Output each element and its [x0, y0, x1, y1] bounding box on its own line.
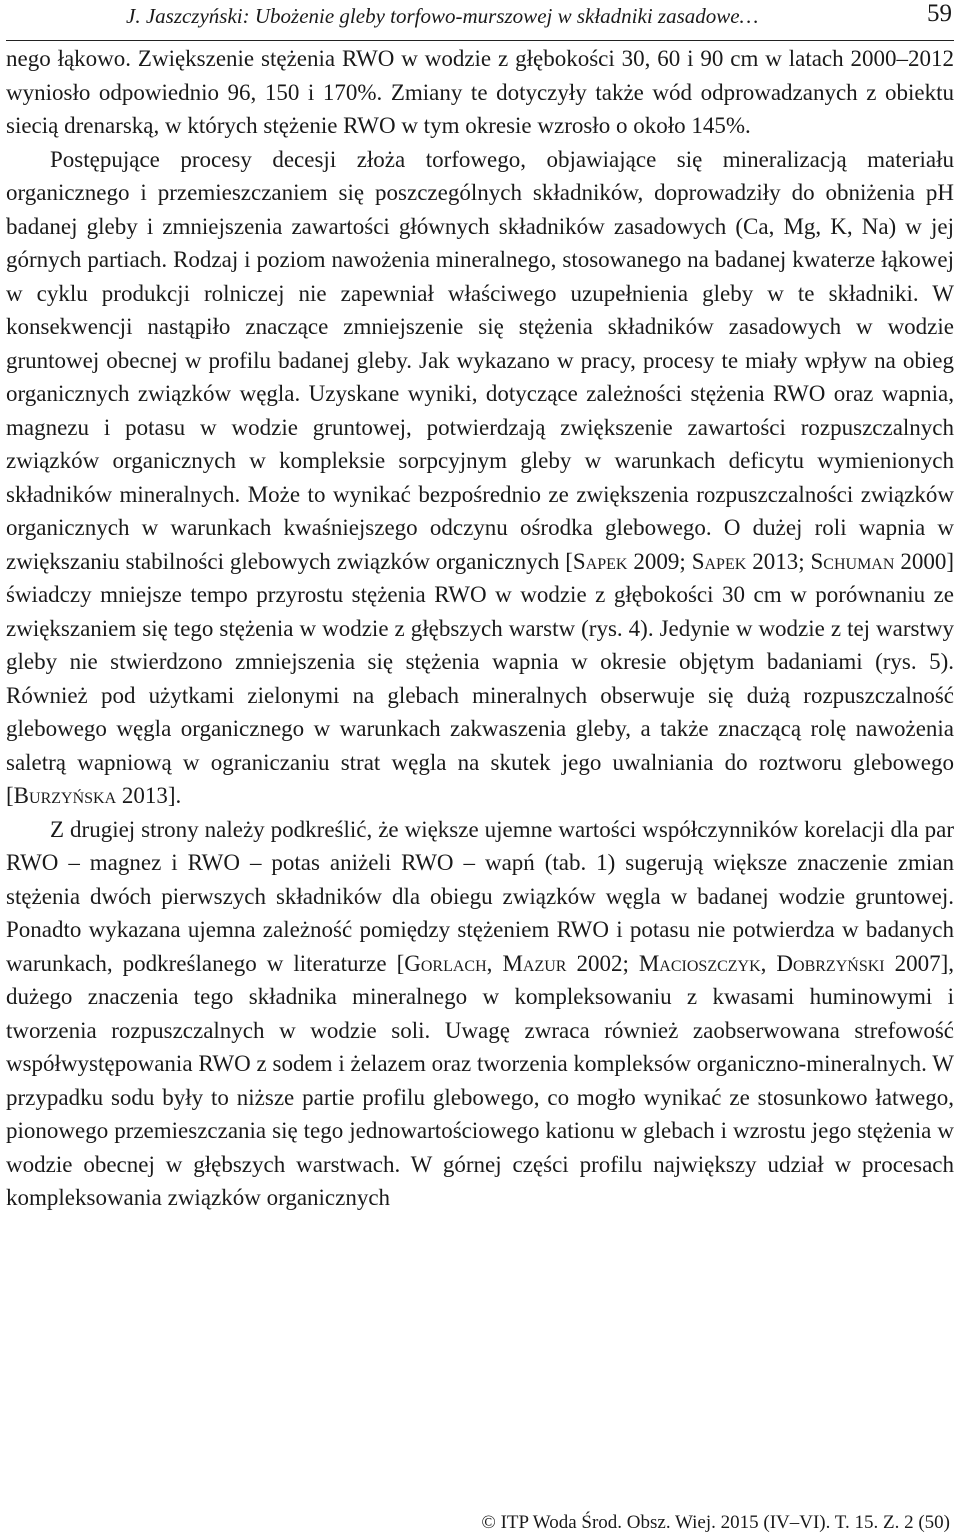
- page-number: 59: [927, 0, 952, 27]
- citation-author: Dobrzyński: [776, 950, 885, 976]
- paragraph-text: Postępujące procesy decesji złoża torfowego, objawiające się mineralizacją materiału organicznego i przemieszczaniem się poszczególnych składników, doprowadziły do obniżenia pH badanej gleby i zmniejszenia zawartości głównych składników zasadowych (Ca, Mg, K, Na) w jej górnych partiach. Rodzaj i poziom nawożenia mineralnego, stosowanego na badanej kwaterze łąkowej w cyklu produkcji rolniczej nie zapewniał właściwego uzupełnienia gleby w te składniki. W konsekwencji nastąpiło znaczące zmniejszenie się stężenia składników zasadowych w wodzie gruntowej obecnej w profilu badanej gleby. Jak wykazano w pracy, procesy te miały wpływ na obieg organicznych związków węgla. Uzyskane wyniki, dotyczące zależności stężenia RWO oraz wapnia, magnezu i potasu w wodzie gruntowej, potwierdzają zwiększenie zawartości rozpuszczalnych związków organicznych w kompleksie sorpcyjnym gleby w warunkach deficytu wymienionych składników mineralnych. Może to wynikać bezpośrednio ze zwiększenia rozpuszczalności związków organicznych w warunkach kwaśniejszego odczynu ośrodka glebowego. O dużej roli wapnia w zwiększaniu stabilności glebowych związków organicznych [: [6, 146, 954, 574]
- paragraph-text: 2007], dużego znaczenia tego składnika mineralnego w kompleksowaniu z kwasami huminowymi i tworzenia rozpuszczalnych w wodzie soli. Uwagę zwraca również zaobserwowana strefowość współwystępowania RWO z sodem i żelazem oraz tworzenia kompleksów organiczno-mineralnych. W przypadku sodu były to niższe partie profilu glebowego, co mogło wynikać ze stosunkowo łatwego, pionowego przemieszczania się tego jednowartościowego kationu w glebach i wzrostu jego stężenia w wodzie obecnej w głębszych warstwach. W górnej części profilu największy udział w procesach kompleksowania związków organicznych: [6, 950, 955, 1210]
- paragraph-text: 2013;: [746, 548, 811, 574]
- citation-author: Schuman: [810, 548, 895, 574]
- paragraph-text: 2002;: [566, 950, 639, 976]
- article-body: [6, 42, 954, 1215]
- running-header: [6, 0, 954, 41]
- running-title: J. Jaszczyński: Ubożenie gleby torfowo-murszowej w składniki zasadowe…: [126, 4, 759, 28]
- citation-author: Gorlach: [404, 950, 487, 976]
- citation-author: Sapek: [691, 548, 747, 574]
- paragraph-text: ,: [486, 950, 503, 976]
- page: [6, 0, 954, 1539]
- paragraph-text: 2000] świadczy mniejsze tempo przyrostu stężenia RWO w wodzie z głębokości 30 cm w porównaniu ze zwiększaniem się tego stężenia w wodzie z głębszych warstw (rys. 4). Jedynie w wodzie z tej warstwy gleby nie stwierdzono zmniejszenia się stężenia wapnia w okresie objętym badaniami (rys. 5). Również pod użytkami zielonymi na glebach mineralnych obserwuje się dużą rozpuszczalność glebowego węgla organicznego w warunkach zakwaszenia gleby, a także znaczącą rolę nawożenia saletrą wapniową w ograniczaniu strat węgla na skutek jego uwalniania do roztworu glebowego [: [6, 548, 954, 808]
- journal-footer: © ITP Woda Środ. Obsz. Wiej. 2015 (IV–VI). T. 15. Z. 2 (50): [481, 1512, 950, 1533]
- citation-author: Macioszczyk: [638, 950, 761, 976]
- citation-author: Burzyńska: [13, 783, 117, 808]
- paragraph-text: 2009;: [627, 548, 692, 574]
- paragraph-text: 2013].: [116, 783, 182, 808]
- citation-author: Mazur: [502, 950, 567, 976]
- paragraph-text: Z drugiej strony należy podkreślić, że większe ujemne wartości współczynników korelacji dla par RWO – magnez i RWO – potas aniżeli RWO – wapń (tab. 1) sugerują większe znaczenie zmian stężenia dwóch pierwszych składników dla obiegu związków węgla w badanej wodzie gruntowej. Ponadto wykazana ujemna zależność pomiędzy stężeniem RWO i potasu nie potwierdza w badanych warunkach, podkreślanego w literaturze [: [6, 816, 954, 976]
- paragraph-text: ,: [760, 950, 777, 976]
- paragraph: nego łąkowo. Zwiększenie stężenia RWO w wodzie z głębokości 30, 60 i 90 cm w latach 2000–2012 wyniosło odpowiednio 96, 150 i 170%. Zmiany te dotyczyły także wód odprowadzanych z obiektu siecią drenarską, w których stężenie RWO w tym okresie wzrosło o około 145%.: [6, 46, 954, 138]
- paragraph: [6, 143, 954, 813]
- citation-author: Sapek: [572, 548, 628, 574]
- paragraph: [6, 813, 954, 1215]
